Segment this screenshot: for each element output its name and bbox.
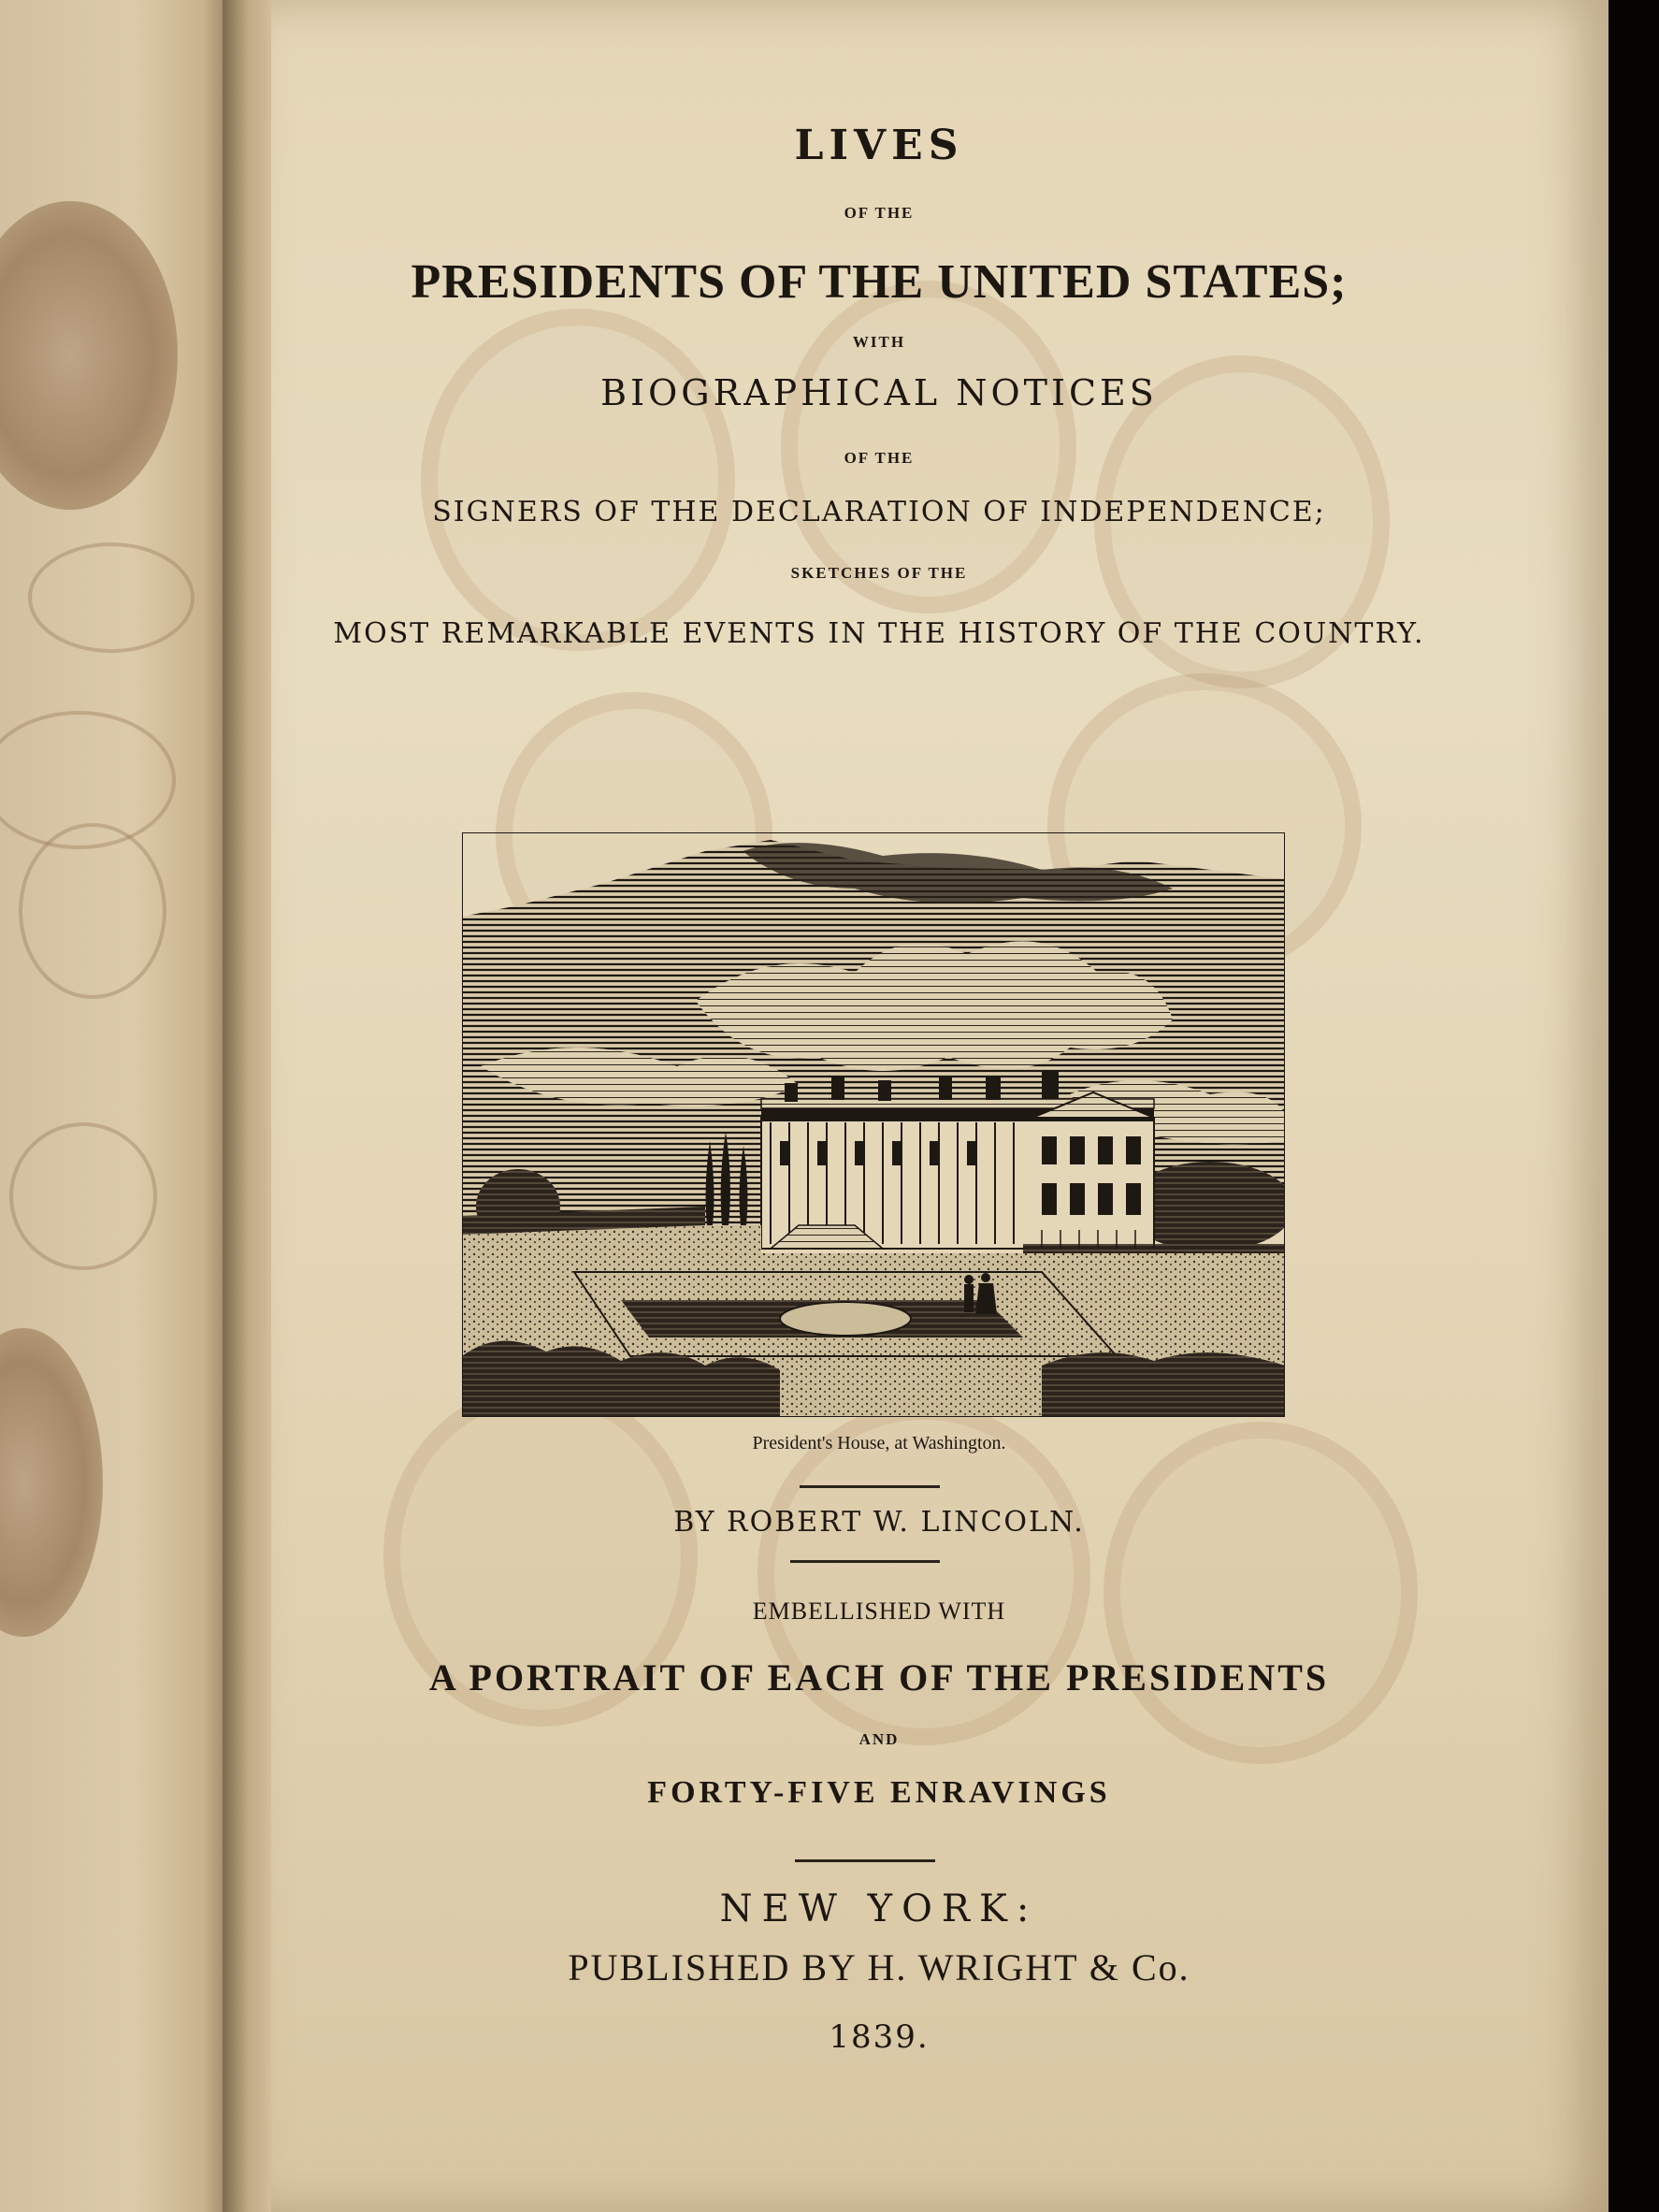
foxing-stain (421, 309, 735, 651)
and-small: AND (858, 1730, 900, 1748)
portrait-oval (0, 1328, 103, 1637)
author-line: BY ROBERT W. LINCOLN. (673, 1506, 1085, 1539)
title-presidents: PRESIDENTS OF THE UNITED STATES; (411, 255, 1348, 309)
of-the-small-2: OF THE (844, 449, 915, 467)
foxing-stain (1104, 1422, 1418, 1764)
ornament-swirl (9, 1122, 157, 1270)
portrait-oval (0, 201, 178, 510)
left-page-frontispiece (0, 0, 238, 2212)
white-house-engraving (462, 832, 1285, 1417)
of-the-small: OF THE (844, 204, 915, 222)
year-line: 1839. (829, 2018, 930, 2056)
biographical-notices: BIOGRAPHICAL NOTICES (600, 372, 1158, 413)
divider-rule (790, 1560, 940, 1563)
with-small: WITH (852, 333, 906, 351)
embellished-line: EMBELLISHED WITH (752, 1598, 1006, 1625)
publisher-line: PUBLISHED BY H. WRIGHT & Co. (568, 1946, 1190, 1988)
title-lives: LIVES (794, 122, 964, 169)
sketches-small: SKETCHES OF THE (790, 564, 968, 582)
portrait-line: A PORTRAIT OF EACH OF THE PRESIDENTS (428, 1656, 1330, 1699)
engraving-caption: President's House, at Washington. (752, 1433, 1006, 1453)
divider-rule (795, 1859, 935, 1862)
city-line: NEW YORK: (719, 1887, 1039, 1930)
engravings-line: FORTY-FIVE ENRAVINGS (647, 1775, 1111, 1810)
signers-line: SIGNERS OF THE DECLARATION OF INDEPENDENCE; (432, 496, 1326, 528)
ornament-swirl (28, 542, 195, 653)
remarkable-events-line: MOST REMARKABLE EVENTS IN THE HISTORY OF THE COUNTRY. (333, 617, 1425, 650)
divider-rule (800, 1485, 940, 1488)
ornament-swirl (19, 823, 166, 999)
